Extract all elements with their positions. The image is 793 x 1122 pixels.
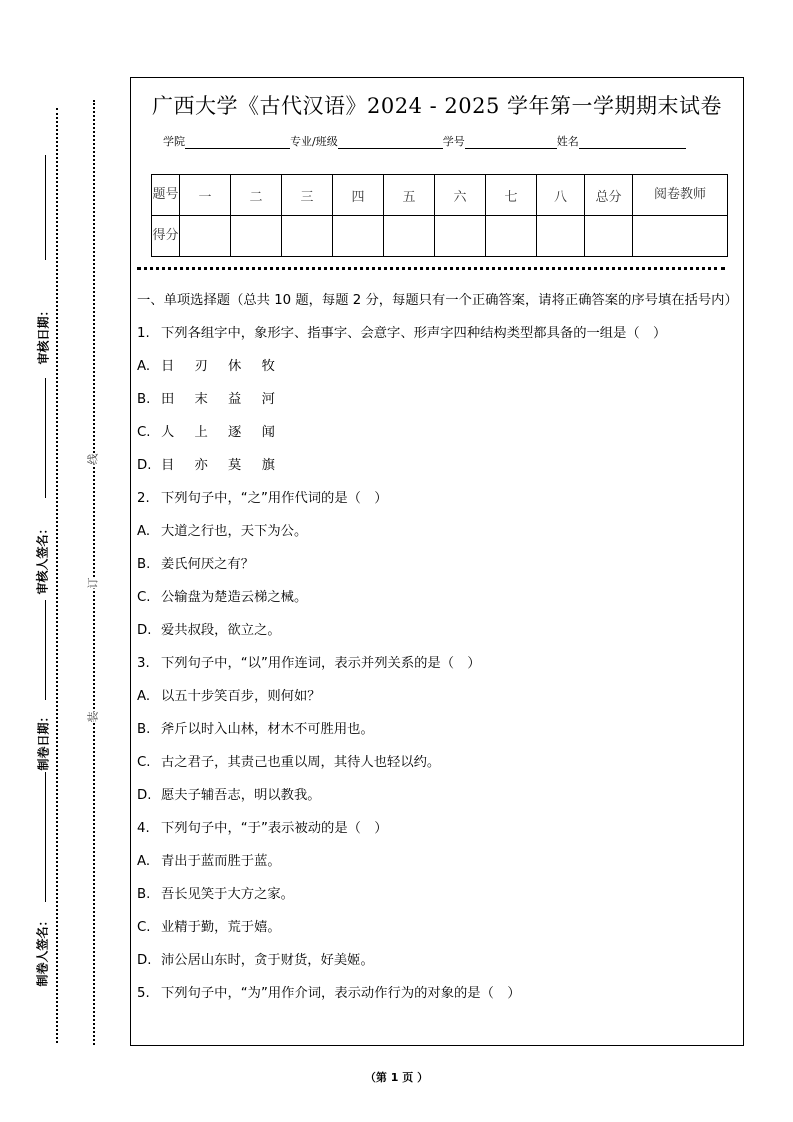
col-header-3: 三 bbox=[282, 175, 333, 216]
option-text: 田 末 益 河 bbox=[161, 392, 283, 407]
col-header-1: 一 bbox=[180, 175, 231, 216]
option-text: 姜氏何厌之有？ bbox=[161, 557, 255, 572]
score-cell-grader[interactable] bbox=[633, 216, 728, 257]
student-id-field[interactable] bbox=[465, 136, 557, 149]
score-cell-7[interactable] bbox=[486, 216, 537, 257]
score-cell-5[interactable] bbox=[384, 216, 435, 257]
score-table bbox=[151, 174, 728, 257]
college-field[interactable] bbox=[185, 136, 290, 149]
option-key: D. bbox=[137, 458, 152, 473]
student-info-row bbox=[163, 133, 686, 149]
question-1 bbox=[137, 323, 739, 356]
option-text: 人 上 逐 闻 bbox=[161, 425, 283, 440]
row-header-score: 得分 bbox=[152, 216, 180, 257]
field-label-student-id: 学号 bbox=[442, 135, 465, 148]
field-label-name: 姓名 bbox=[556, 135, 579, 148]
binding-dotted-line-outer bbox=[56, 108, 58, 1043]
option-key: A. bbox=[137, 524, 151, 539]
name-field[interactable] bbox=[579, 136, 686, 149]
question-2-option-c bbox=[137, 587, 739, 620]
reviewer-signature-label: 审核人签名： bbox=[35, 522, 50, 595]
option-key: A. bbox=[137, 359, 151, 374]
option-text: 目 亦 莫 旗 bbox=[161, 458, 283, 473]
option-text: 日 刃 休 牧 bbox=[161, 359, 283, 374]
question-2-option-b bbox=[137, 554, 739, 587]
option-key: D. bbox=[137, 953, 152, 968]
option-key: B. bbox=[137, 887, 151, 902]
binding-mark-bind: 装 bbox=[84, 712, 102, 723]
question-1-option-b bbox=[137, 389, 739, 422]
field-label-college: 学院 bbox=[163, 135, 185, 148]
question-3-option-b bbox=[137, 719, 739, 752]
page-number: （第 1 页 ） bbox=[364, 1071, 429, 1084]
question-5 bbox=[137, 983, 739, 1016]
option-key: D. bbox=[137, 623, 152, 638]
option-key: D. bbox=[137, 788, 152, 803]
binding-dotted-line-inner bbox=[93, 100, 95, 1045]
reviewer-signature-line bbox=[45, 378, 46, 498]
question-4-option-c bbox=[137, 917, 739, 950]
question-1-option-c bbox=[137, 422, 739, 455]
field-label-major-class: 专业/班级 bbox=[290, 135, 338, 148]
question-4-option-a bbox=[137, 851, 739, 884]
question-text: 下列句子中，“之”用作代词的是（ ） bbox=[161, 491, 388, 506]
col-header-grader: 阅卷教师 bbox=[633, 175, 728, 216]
score-cell-total[interactable] bbox=[585, 216, 633, 257]
score-table-score-row bbox=[152, 216, 728, 257]
option-text: 沛公居山东时，贪于财货，好美姬。 bbox=[161, 953, 374, 968]
question-4-option-b bbox=[137, 884, 739, 917]
col-header-6: 六 bbox=[435, 175, 486, 216]
option-key: A. bbox=[137, 854, 151, 869]
binding-mark-line: 线 bbox=[84, 454, 102, 465]
option-text: 大道之行也，天下为公。 bbox=[161, 524, 308, 539]
option-text: 公输盘为楚造云梯之械。 bbox=[161, 590, 308, 605]
option-text: 古之君子，其责己也重以周，其待人也轻以约。 bbox=[161, 755, 441, 770]
score-cell-1[interactable] bbox=[180, 216, 231, 257]
question-4-option-d bbox=[137, 950, 739, 983]
row-header-question-number: 题号 bbox=[152, 175, 180, 216]
binding-mark-staple: 订 bbox=[84, 578, 102, 589]
question-number: 3. bbox=[137, 656, 150, 671]
question-3-option-c bbox=[137, 752, 739, 785]
question-3 bbox=[137, 653, 739, 686]
question-text: 下列句子中，“以”用作连词，表示并列关系的是（ ） bbox=[161, 656, 481, 671]
col-header-2: 二 bbox=[231, 175, 282, 216]
option-text: 斧斤以时入山林，材木不可胜用也。 bbox=[161, 722, 374, 737]
col-header-8: 八 bbox=[537, 175, 585, 216]
question-number: 1. bbox=[137, 326, 150, 341]
binding-margin bbox=[0, 0, 130, 1122]
col-header-5: 五 bbox=[384, 175, 435, 216]
question-2-option-a bbox=[137, 521, 739, 554]
major-class-field[interactable] bbox=[338, 136, 443, 149]
question-number: 2. bbox=[137, 491, 150, 506]
score-cell-6[interactable] bbox=[435, 216, 486, 257]
option-key: A. bbox=[137, 689, 151, 704]
section-heading: 一、单项选择题（总共 10 题，每题 2 分，每题只有一个正确答案，请将正确答案的序号填在括号内） bbox=[137, 293, 738, 308]
option-key: B. bbox=[137, 392, 151, 407]
question-number: 5. bbox=[137, 986, 150, 1001]
option-text: 业精于勤，荒于嬉。 bbox=[161, 920, 281, 935]
review-date-label: 审核日期： bbox=[36, 304, 51, 365]
header-dotted-separator bbox=[137, 267, 725, 270]
option-text: 吾长见笑于大方之家。 bbox=[161, 887, 294, 902]
option-text: 青出于蓝而胜于蓝。 bbox=[161, 854, 281, 869]
score-cell-8[interactable] bbox=[537, 216, 585, 257]
option-key: C. bbox=[137, 590, 151, 605]
option-key: C. bbox=[137, 920, 151, 935]
paper-maker-signature-label: 制卷人签名： bbox=[35, 914, 50, 987]
score-cell-3[interactable] bbox=[282, 216, 333, 257]
review-date-line bbox=[45, 155, 46, 260]
question-text: 下列句子中，“于”表示被动的是（ ） bbox=[161, 821, 388, 836]
question-3-option-a bbox=[137, 686, 739, 719]
exam-content bbox=[137, 290, 739, 1016]
paper-date-label: 制卷日期： bbox=[36, 710, 51, 771]
question-1-option-a bbox=[137, 356, 739, 389]
option-key: B. bbox=[137, 722, 151, 737]
paper-date-line bbox=[45, 600, 46, 700]
question-3-option-d bbox=[137, 785, 739, 818]
col-header-4: 四 bbox=[333, 175, 384, 216]
exam-page-frame bbox=[130, 77, 744, 1046]
question-text: 下列句子中，“为”用作介词，表示动作行为的对象的是（ ） bbox=[161, 986, 521, 1001]
score-cell-2[interactable] bbox=[231, 216, 282, 257]
score-table-header-row bbox=[152, 175, 728, 216]
option-text: 爱共叔段，欲立之。 bbox=[161, 623, 281, 638]
question-text: 下列各组字中，象形字、指事字、会意字、形声字四种结构类型都具备的一组是（ ） bbox=[161, 326, 667, 341]
question-1-option-d bbox=[137, 455, 739, 488]
option-key: B. bbox=[137, 557, 151, 572]
option-key: C. bbox=[137, 755, 151, 770]
question-2 bbox=[137, 488, 739, 521]
exam-title: 广西大学《古代汉语》2024 - 2025 学年第一学期期末试卷 bbox=[151, 94, 722, 118]
paper-maker-signature-line bbox=[45, 772, 46, 902]
question-number: 4. bbox=[137, 821, 150, 836]
question-2-option-d bbox=[137, 620, 739, 653]
score-cell-4[interactable] bbox=[333, 216, 384, 257]
option-text: 以五十步笑百步，则何如？ bbox=[161, 689, 321, 704]
option-key: C. bbox=[137, 425, 151, 440]
option-text: 愿夫子辅吾志，明以教我。 bbox=[161, 788, 321, 803]
question-4 bbox=[137, 818, 739, 851]
col-header-total: 总分 bbox=[585, 175, 633, 216]
col-header-7: 七 bbox=[486, 175, 537, 216]
